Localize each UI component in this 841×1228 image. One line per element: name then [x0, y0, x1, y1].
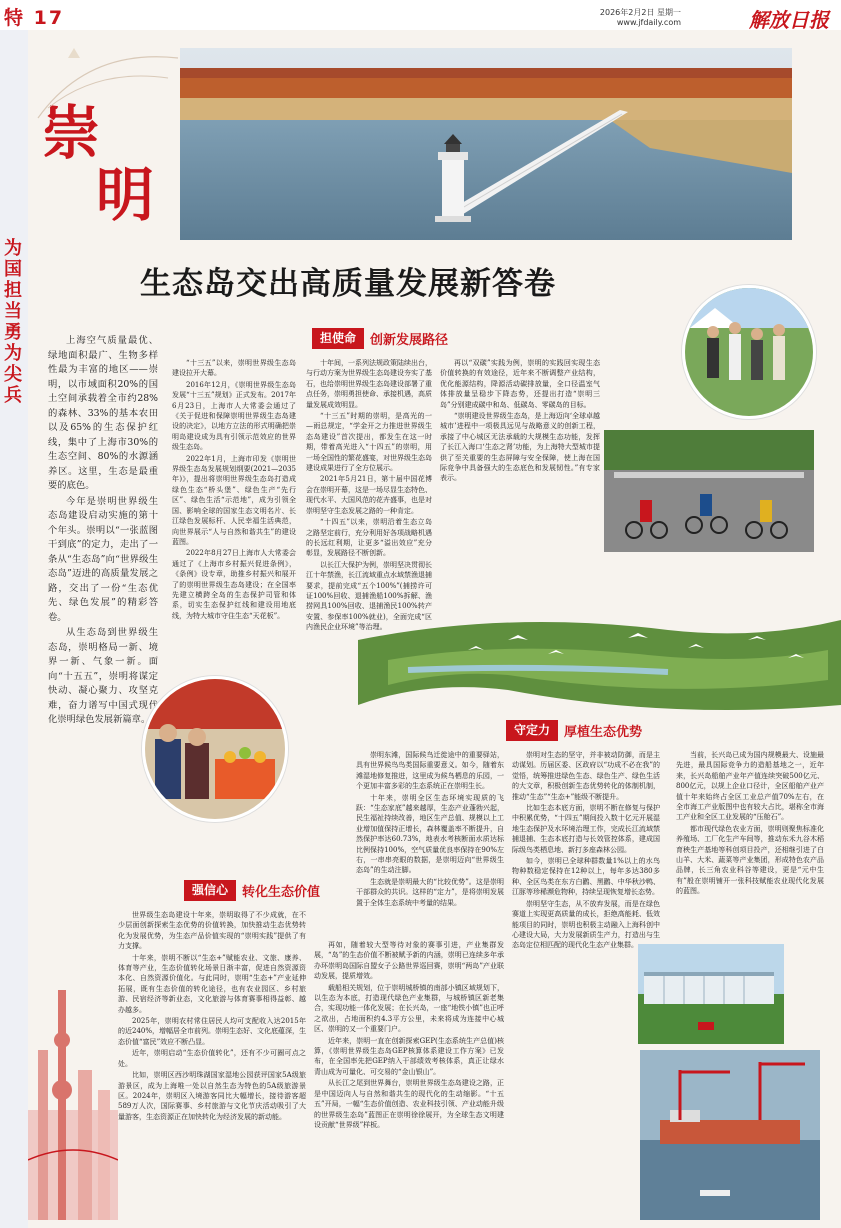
paragraph: “十三五”时期的崇明，是高光的一—雨总规定，“学金开之力推进世界级生态岛建设”首次提出，都发生在这一时期，带着高光进入“十四五”的崇明，用一场全国性的繁花盛宴，对世界级生态岛建设成果进行了全方位展示。 [306, 412, 432, 473]
issue-info [600, 8, 681, 28]
section-title-qiangxinxin [184, 880, 320, 902]
section-subtitle: 厚植生态优势 [564, 725, 643, 740]
main-headline: 生态岛交出高质量发展新答卷 [140, 266, 556, 302]
section2-column-3 [676, 750, 824, 898]
paragraph: 生态就是崇明最大的“比较优势”。这是崇明干部群众的共识。这样的“定力”，是将崇明发展置于全体生态系统中考量的结果。 [356, 877, 504, 907]
paragraph: 十年间，一系列法规政策陆续出台，与行动方案为世界级生态岛建设夯实了基石，也给崇明世界级生态岛建设部署了重点任务，崇明勇担使命、承接机遇，高质量发展成效明显。 [306, 359, 432, 409]
paragraph: 十年来，崇明不断以“生态+”赋能农业、文旅、康养、体育等产业，生态价值转化场景日渐丰富，促进自然资源资本化、自然资源价值化。与此同时，崇明“生态+”产业延伸拓展，既有生态价值的转化途径，也有农业园区、乡村旅游、民宿经济等新业态，文化旅游与体育赛事相得益彰、越办越多。 [118, 953, 306, 1014]
section-subtitle: 创新发展路径 [370, 333, 449, 348]
section3-column-2 [314, 940, 504, 1131]
section1-column-3 [440, 358, 600, 485]
page-number-tag: 特 17 [4, 7, 65, 29]
big-char-ming: 明 [96, 161, 155, 229]
paragraph: 十年来，崇明全区生态环境实现质的飞跃：“生态家底”越来越厚，生态产业蓬勃兴起，民生福祉持续改善，地区生产总值、规模以上工业增加值保持正增长，森林覆盖率不断提升，自然保护率达60.73%，地表水考核断面水质达标比例保持100%，空气质量优良率保持在90%左右，一串串亮眼的数据，是崇明迈向“世界级生态岛”的生动注脚。 [356, 793, 504, 875]
paragraph: 再以“双碳”实践为例，崇明的实践回实现生态价值转换的有效途径，近年来不断调整产业结构，优化能源结构，降源活动碳排放量，全口径温室气体排放量呈稳步下降态势，还提出打造“崇明三岛”分别建成碳中和岛、低碳岛、零碳岛的目标。 [440, 359, 600, 409]
photo-greenhouse [638, 944, 784, 1044]
big-char-chong: 崇 [42, 99, 101, 167]
paragraph: “十四五”以来，崇明沿着生态立岛之路坚定前行，充分利用好各项战略机遇的长远红利期，让更多“溢出效应”充分彰显，发展路径不断创新。 [306, 518, 432, 558]
side-band [0, 30, 28, 1228]
issue-date: 2026年2月2日 星期一 [599, 8, 681, 17]
paragraph: 2022年1月，上海市印发《崇明世界级生态岛发展规划纲要(2021—2035年)》，提出将崇明世界级生态岛打造成绿色生态“桥头堡”、绿色生产“先行区”、绿色生活“示范地”，成为引领全国、影响全球的国家生态文明名片、长江绿色发展标杆、人民幸福生活典范，向世界展示“人与自然和谐共生”的建设蓝图。 [172, 454, 296, 546]
paragraph: 崇明东滩，国际候鸟迁徙途中的重要驿站，具有世界候鸟鸟类国际重要意义。如今，随着东滩湿地修复推进，这里成为候鸟栖息的乐园，一个更加丰富多彩的生态系统正在崇明生长。 [356, 751, 504, 791]
paragraph: 近年来，崇明一直在创新探索GEP(生态系统生产总值)核算，《崇明世界级生态岛GEP核算体系建设工作方案》已发布，在全国率先把GEP纳入干部绩效考核体系，真正让绿水青山成为可量化、可交易的“金山银山”。 [314, 1036, 504, 1076]
paragraph: 比如，崇明区西沙明珠湖国家湿地公园获评国家5A级旅游景区，成为上海唯一处以自然生态为特色的5A级旅游景区。2024年，崇明区入境游客同比大幅增长，接待游客超589万人次，国际赛事、乡村旅游与文化节庆活动吸引了大量游客，生态资源正在加快转化为经济发展的新动能。 [118, 1071, 306, 1121]
section-tag: 担使命 [312, 328, 364, 349]
paragraph: 2025年，崇明农村常住居民人均可支配收入达2015年的近240%，增幅居全市前列。崇明生态好、文化底蕴深，生态价值“富民”效应不断凸显。 [118, 1017, 307, 1046]
section-tag: 强信心 [184, 880, 236, 901]
paragraph: 载船相关规划，位于崇明城桥镇的南部小镇区域规划下，以生态为本底，打造现代绿色产业集群，与城桥镇区新老集合，实现功能一体化发展；在长兴岛，一座“地铁小镇”也正呼之欲出，占地面积约4.3平方公里，未来将成为连接中心城区、崇明的又一个重要门户。 [314, 983, 504, 1034]
section1-column-1 [172, 358, 296, 622]
paragraph: 再如，随着较大型等待对象的赛事引进，产业集群发展，“岛”的生态价值不断被赋予新的内涵，崇明已连续多年承办环崇明岛国际自盟女子公路世界巡回赛，崇明“两岛”产业联动发展，提质增效。 [314, 941, 504, 981]
intro-paragraph: 今年是崇明世界级生态岛建设启动实施的第十个年头。崇明以“一张蓝图干到底”的定力，走出了一条从“生态岛”向“世界级生态岛”迈进的高质量发展之路，交出了一份“生态优先、绿色发展”的精彩答卷。 [48, 495, 158, 623]
paragraph: 比如生态本底方面，崇明不断在修复与保护中积累优势，“十四五”期间投入数十亿元开展湿地生态保护及水环境治理工作，完成长江流域禁捕退捕、生态本底打造与长效管控体系，建成国际级鸟类栖息地、新打多座森林公园。 [512, 804, 660, 854]
photo-market-circle [142, 676, 288, 822]
paragraph: 世界级生态岛建设十年来，崇明取得了不少成就，在不少层面创新探索生态优势的价值转换，加快推动生态优势转化为发展优势，为生态产品价值实现的“崇明实践”提供了有力支撑。 [118, 911, 306, 951]
section-title-shoudingli [506, 720, 642, 742]
paragraph: 当前，长兴岛已成为国内规模最大、设施最先进，最具国际竞争力的造船基地之一，近年来，长兴岛船舶产业年产值连续突破500亿元、800亿元，以规上企业口径计，全区船舶产业产值十年来始终占全区工业总产值70%左右，在全市海工产业版图中也有较大占比，堪称全市海工产业和全区工业发展的“压舱石”。 [676, 751, 824, 822]
paragraph: 2021年5月21日，第十届中国花博会在崇明开幕，这是一场尽显生态特色、现代水平、大国风范的花卉盛事，也是对崇明坚守生态发展之路的一种肯定。 [306, 475, 432, 515]
paragraph: 以长江大保护为例，崇明坚决贯彻长江十年禁渔，长江流域重点水域禁渔退捕要求，提前完成“五个100%”(捕捞许可证100%回收、退捕渔船100%拆解、渔捞网具100%回收、退捕渔民100%转产安置、参保率100%就业)，全面完成“区内渔民企业环境”等治理。 [306, 560, 432, 632]
decorative-city-silhouette [28, 930, 118, 1220]
hero-photo-lighthouse [180, 48, 792, 240]
photo-shipyard-cranes [640, 1050, 820, 1220]
photo-cycling-race [604, 430, 814, 552]
section1-column-2 [306, 358, 432, 634]
paragraph: 从长江之尾到世界舞台，崇明世界级生态岛建设之路，正是中国迈向人与自然和谐共生的现代化的生动缩影。“十五五”开局，一幅“生态价值创造、农业科技引领、产业动能升级的世界级生态岛”蓝图正在崇明徐徐展开，为全球生态文明建设贡献“世界级”样板。 [314, 1079, 504, 1129]
masthead-logo: 解放日报 [749, 8, 829, 32]
section-subtitle: 转化生态价值 [242, 885, 321, 900]
paragraph: 如今，崇明已全球种群数量1%以上的水鸟物种数稳定保持在12种以上，每年多达380多种、全区鸟类在东方白鹳、黑鹳、中华秋沙鸭、江豚等珍稀濒危物种，持续呈现恢复增长态势。 [512, 857, 660, 897]
paragraph: 崇明坚守生态，从不放弃发展，而是在绿色赛道上实现更高质量的成长，拒绝高能耗、低效能项目的同时，崇明也积极主动融入上海科创中心建设大局，大力发展新质生产力，打造出与生态岛定位相匹配的现代化生态产业集群。 [512, 899, 660, 950]
section-tag: 守定力 [506, 720, 558, 741]
paragraph: 近年，崇明启动“生态价值转化”，还有不少可圈可点之处。 [118, 1049, 306, 1068]
vertical-slogan: 为国担当 勇为尖兵 [4, 238, 22, 406]
intro-paragraph: 上海空气质量最优、绿地面积最广、生物多样性最为丰富的地区——崇明，以市域面积20%的国土空间承载着全市约28%的森林、33%的基本农田以及65%的生态保护红线，集中了上海市30%的生态空间、80%的水源涵养区。这里，生态是最重要的底色。 [48, 335, 158, 491]
page-header [0, 0, 841, 30]
photo-wetland-birds [28, 610, 841, 720]
paragraph: “崇明建设世界级生态岛，是上海迈向‘全球卓越城市’进程中一项极具远见与战略意义的创新工程，承接了中心城区无法承载的大规模生态功能，发挥了长江入海口‘生态之肾’功能，为上海特大型城市提供了至关重要的生态屏障与安全保障，使上海在国际竞争中具备强大的生态底色和发展韧性。”有专家表示。 [440, 412, 600, 483]
section-title-danshiming [312, 328, 448, 350]
section3-column-1 [118, 910, 306, 1123]
paragraph: 2016年12月，《崇明世界级生态岛发展“十三五”规划》正式发布。2017年6月23日，上海市人大常委会通过了《关于促进和保障崇明世界级生态岛建设的决定》，以地方立法的形式明确把崇明岛建设成为具有引领示范效应的世界级生态岛。 [172, 380, 296, 452]
section2-column-2 [512, 750, 660, 952]
decorative-flourish [28, 28, 188, 128]
paragraph: 崇明对生态的坚守，并非被动防御，而是主动谋划。历届区委、区政府以“功成不必在我”的觉悟，统筹推进绿色生态、绿色生产、绿色生活的大文章，积极创新生态优势转化的体制机制，推动“生态”“生态+”能级不断提升。 [512, 751, 660, 801]
paragraph: 都市现代绿色农业方面，崇明则聚焦标准化养殖场、工厂化生产车间等，推动东禾九谷木稻育秧生产基地等科创项目投产，还相继引进了白山羊、大米、蔬菜等产业集团，形成特色农产品品牌，长三角农业科谷等建设，更是“元中生有”般在崇明铺开一张科技赋能农业现代化发展的蓝图。 [676, 824, 824, 896]
section2-column-1 [356, 750, 504, 909]
website-link[interactable]: www.jfdaily.com [616, 18, 681, 27]
paragraph: “十三五”以来，崇明世界级生态岛建设拉开大幕。 [172, 359, 296, 378]
photo-archery-circle [682, 285, 816, 419]
paragraph: 2022年8月27日上海市人大常委会通过了《上海市乡村振兴促进条例》，《条例》设专章，助推乡村振兴和展开了的崇明世界级生态岛建设；在全国率先建立横跨全岛的生态保护司管和体系，切实生态保护红线和建设用地底线，为特大城市守住生态“天花板”。 [172, 549, 296, 620]
intro-paragraph: 从生态岛到世界级生态岛，崇明格局一新、境界一新、气象一新。面向“十五五”，崇明将谋定快动、凝心聚力、攻坚克难，奋力谱写中国式现代化崇明绿色发展新篇章。 [48, 627, 158, 725]
